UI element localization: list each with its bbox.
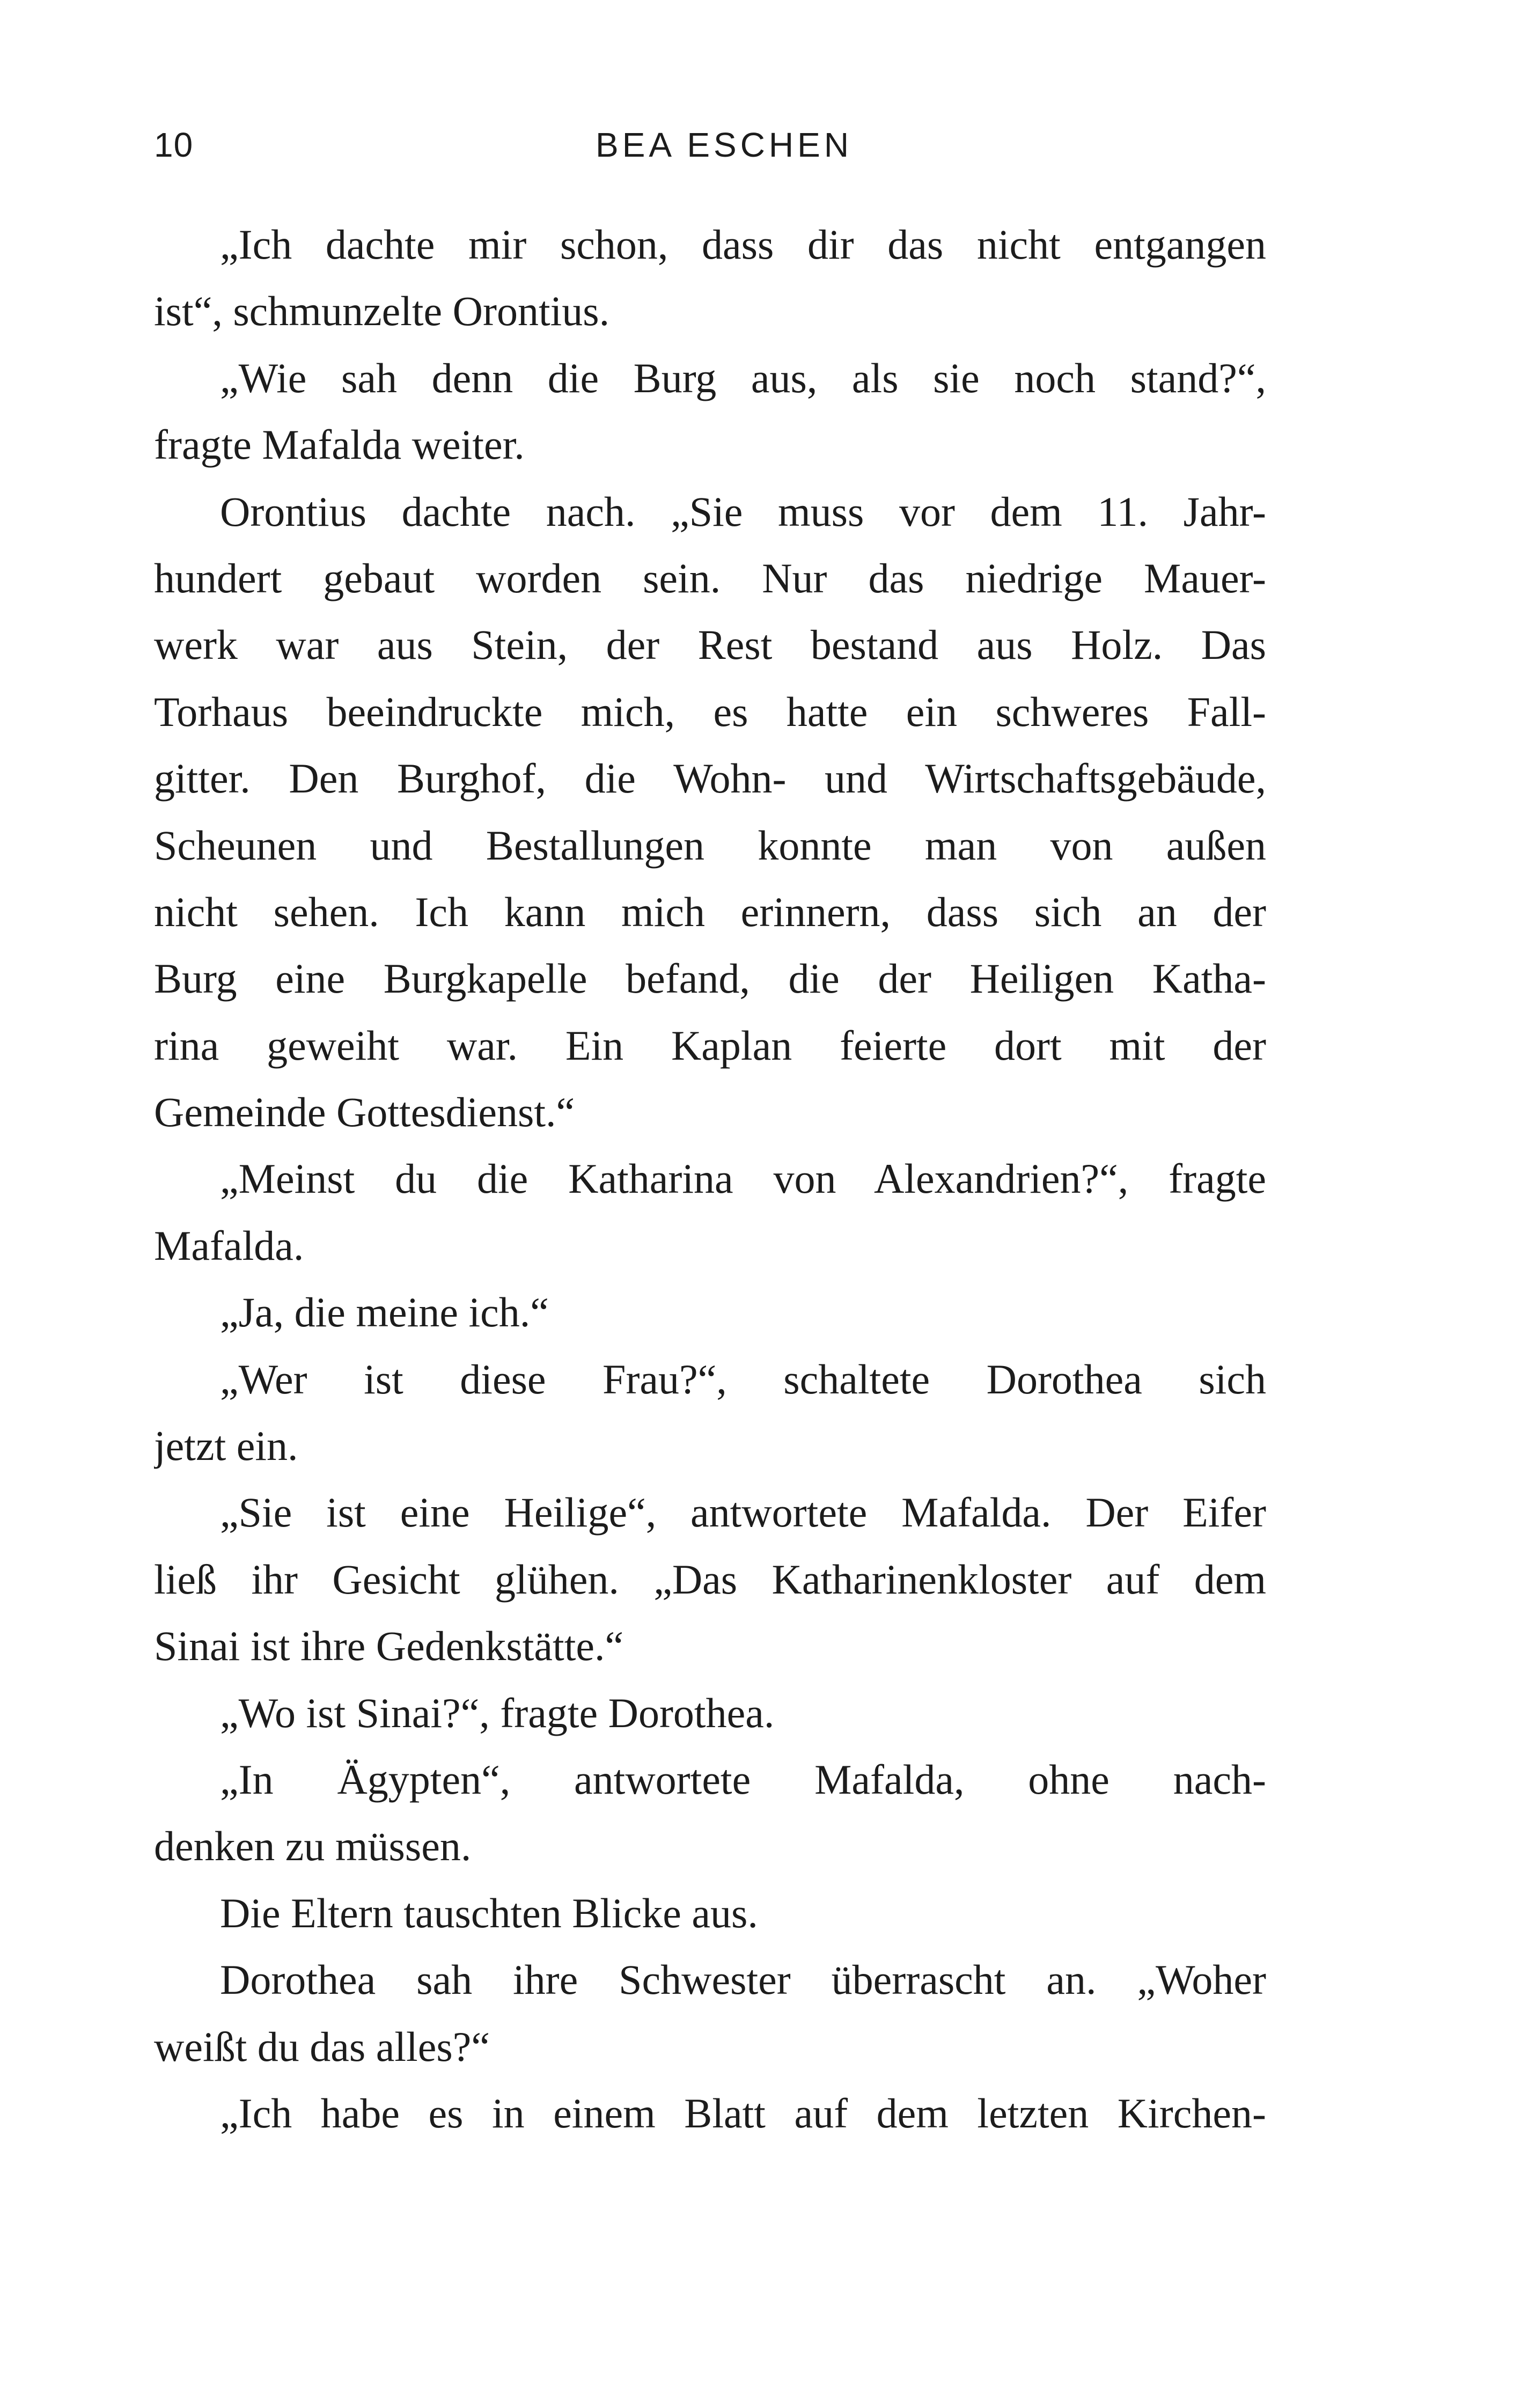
text-line: werk war aus Stein, der Rest bestand aus Holz. Das [154, 621, 1266, 669]
text-line: „Ich habe es in einem Blatt auf dem letzten Kirchen- [220, 2089, 1266, 2137]
text-line: rina geweiht war. Ein Kaplan feierte dort mit der [154, 1022, 1266, 1069]
text-line: Mafalda. [154, 1222, 304, 1269]
text-line: ist“, schmunzelte Orontius. [154, 288, 610, 335]
text-line: weißt du das alles?“ [154, 2023, 490, 2070]
page-number: 10 [154, 126, 194, 164]
text-line: „Meinst du die Katharina von Alexandrien?“, fragte [220, 1155, 1266, 1202]
text-line: Dorothea sah ihre Schwester überrascht an. „Woher [220, 1956, 1266, 2003]
text-line: Gemeinde Gottesdienst.“ [154, 1089, 575, 1136]
text-line: „Wie sah denn die Burg aus, als sie noch stand?“, [220, 354, 1266, 401]
text-line: hundert gebaut worden sein. Nur das niedrige Mauer- [154, 554, 1266, 601]
text-line: „Wo ist Sinai?“, fragte Dorothea. [220, 1689, 775, 1736]
text-line: „Ja, die meine ich.“ [220, 1289, 549, 1336]
text-line: jetzt ein. [154, 1422, 298, 1470]
text-line: Orontius dachte nach. „Sie muss vor dem 11. Jahr- [220, 488, 1266, 535]
text-line: denken zu müssen. [154, 1823, 472, 1870]
running-head-author: BEA ESCHEN [596, 126, 853, 164]
text-line: fragte Mafalda weiter. [154, 421, 525, 468]
text-line: Die Eltern tauschten Blicke aus. [220, 1889, 758, 1936]
text-line: Torhaus beeindruckte mich, es hatte ein schweres Fall- [154, 688, 1266, 735]
text-line: ließ ihr Gesicht glühen. „Das Katharinenkloster auf dem [154, 1555, 1266, 1603]
text-line: gitter. Den Burghof, die Wohn- und Wirtschaftsgebäude, [154, 755, 1266, 802]
body-text [154, 211, 1266, 2147]
text-line: Scheunen und Bestallungen konnte man von außen [154, 821, 1266, 869]
text-line: nicht sehen. Ich kann mich erinnern, dass sich an der [154, 888, 1266, 935]
text-line: „Sie ist eine Heilige“, antwortete Mafalda. Der Eifer [220, 1489, 1266, 1536]
text-line: „Wer ist diese Frau?“, schaltete Dorothea sich [220, 1355, 1266, 1403]
text-line: Sinai ist ihre Gedenkstätte.“ [154, 1623, 624, 1670]
text-line: Burg eine Burgkapelle befand, die der Heiligen Katha- [154, 955, 1266, 1002]
text-line: „Ich dachte mir schon, dass dir das nicht entgangen [220, 221, 1266, 268]
text-line: „In Ägypten“, antwortete Mafalda, ohne nach- [220, 1756, 1266, 1803]
